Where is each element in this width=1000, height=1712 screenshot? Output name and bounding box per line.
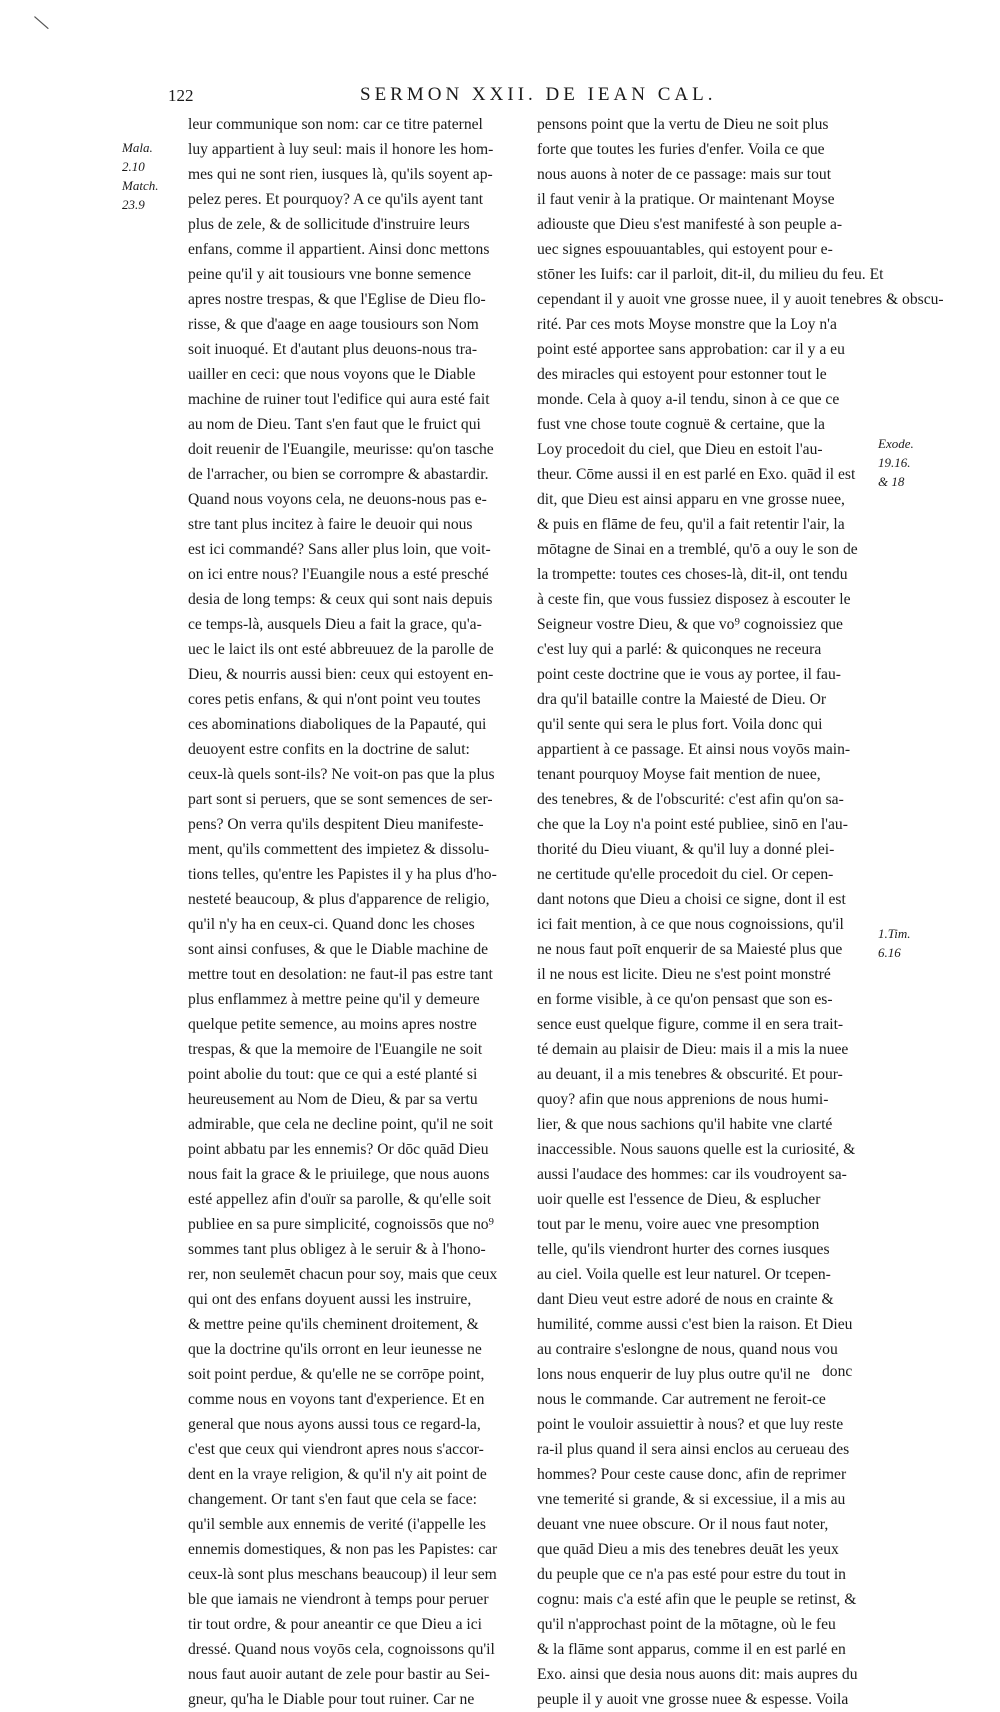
text-line: de l'arracher, ou bien se corrompre & abastardir. — [188, 466, 489, 483]
text-line: luy appartient à luy seul: mais il honore les hom- — [188, 141, 494, 158]
text-line: stōner les Iuifs: car il parloit, dit-il, du milieu du feu. Et — [537, 266, 884, 283]
text-line: la trompette: toutes ces choses-là, dit-il, ont tendu — [537, 566, 848, 583]
left-margin-notes — [122, 138, 158, 214]
text-line: point abbatu par les ennemis? Or dōc quād Dieu — [188, 1141, 489, 1158]
text-line: dant notons que Dieu a choisi ce signe, dont il est — [537, 891, 846, 908]
text-line: ceux-là sont plus meschans beaucoup) il leur sem — [188, 1566, 497, 1583]
text-line: à ceste fin, que vous fussiez disposez à escouter le — [537, 591, 851, 608]
text-line: cognu: mais c'a esté afin que le peuple se retinst, & — [537, 1591, 857, 1608]
text-line: uoir quelle est l'essence de Dieu, & esplucher — [537, 1191, 821, 1208]
text-line: mōtagne de Sinai en a tremblé, qu'ō a ouy le son de — [537, 541, 858, 558]
text-line: ra-il plus quand il sera ainsi enclos au cerueau des — [537, 1441, 850, 1458]
text-line: sommes tant plus obligez à le seruir & à l'hono- — [188, 1241, 486, 1258]
text-line: apres nostre trespas, & que l'Eglise de Dieu flo- — [188, 291, 486, 308]
text-line: cores petis enfans, & qui n'ont point veu toutes — [188, 691, 481, 708]
text-line: il ne nous est licite. Dieu ne s'est point monstré — [537, 966, 831, 983]
text-line: tout par le menu, voire auec vne presomption — [537, 1216, 820, 1233]
text-line: quoy? afin que nous apprenions de nous humi- — [537, 1091, 829, 1108]
text-line: en forme visible, à ce qu'on pensast que son es- — [537, 991, 833, 1008]
text-line: leur communique son nom: car ce titre paternel — [188, 116, 483, 133]
margin-note: Match. — [122, 178, 159, 193]
text-line: au deuant, il a mis tenebres & obscurité. Et pour- — [537, 1066, 843, 1083]
text-line: tir tout ordre, & pour aneantir ce que Dieu a ici — [188, 1616, 483, 1633]
text-line: té demain au plaisir de Dieu: mais il a mis la nuee — [537, 1041, 849, 1058]
text-line: cependant il y auoit vne grosse nuee, il y auoit tenebres & obscu- — [537, 291, 944, 308]
margin-note: 1.Tim. — [878, 926, 911, 941]
text-line: machine de ruiner tout l'edifice qui aura esté fait — [188, 391, 490, 408]
text-line: deuant vne nuee obscure. Or il nous faut noter, — [537, 1516, 829, 1533]
text-line: nesteté beaucoup, & plus d'apparence de religio, — [188, 891, 490, 908]
text-line: & puis en flāme de feu, qu'il a fait retentir l'air, la — [537, 516, 845, 533]
text-line: Seigneur vostre Dieu, & que vo⁹ cognoissiez que — [537, 616, 843, 633]
text-line: plus enflammez à mettre peine qu'il y demeure — [188, 991, 480, 1008]
text-line: telle, qu'ils viendront hurter des cornes iusques — [537, 1241, 830, 1258]
text-line: rer, non seulemēt chacun pour soy, mais que ceux — [188, 1266, 498, 1283]
text-line: dit, que Dieu est ainsi apparu en vne grosse nuee, — [537, 491, 845, 508]
text-line: ce temps-là, ausquels Dieu a fait la grace, qu'a- — [188, 616, 482, 633]
text-line: ennemis domestiques, & non pas les Papistes: car — [188, 1541, 498, 1558]
text-line: qu'il semble aux ennemis de verité (i'appelle les — [188, 1516, 486, 1533]
text-line: dressé. Quand nous voyōs cela, cognoissons qu'il — [188, 1641, 495, 1658]
text-line: part sont si peruers, que se sont semences de ser- — [188, 791, 493, 808]
text-line: du peuple que ce n'a pas esté pour estre du tout in — [537, 1566, 846, 1583]
text-line: risse, & que d'aage en aage tousiours son Nom — [188, 316, 479, 333]
text-line: theur. Cōme aussi il en est parlé en Exo. quād il est — [537, 466, 856, 483]
text-line: enfans, comme il appartient. Ainsi donc mettons — [188, 241, 490, 258]
text-line: nous faut auoir autant de zele pour bastir au Sei- — [188, 1666, 490, 1683]
text-line: publiee en sa pure simplicité, cognoissōs que no⁹ — [188, 1216, 494, 1233]
text-line: humilité, comme aussi c'est bien la raison. Et Dieu — [537, 1316, 853, 1333]
text-line: Quand nous voyons cela, ne deuons-nous pas e- — [188, 491, 487, 508]
text-line: ceux-là quels sont-ils? Ne voit-on pas que la plus — [188, 766, 495, 783]
text-line: dra qu'il bataille contre la Maiesté de Dieu. Or — [537, 691, 827, 708]
text-line: nous auons à noter de ce passage: mais sur tout — [537, 166, 832, 183]
text-line: plus de zele, & de sollicitude d'instruire leurs — [188, 216, 470, 233]
text-line: appartient à ce passage. Et ainsi nous voyōs main- — [537, 741, 851, 758]
text-line: general que nous ayons aussi tous ce regard-la, — [188, 1416, 481, 1433]
text-line: rité. Par ces mots Moyse monstre que la Loy n'a — [537, 316, 837, 333]
text-line: sence eust quelque figure, comme il en sera trait- — [537, 1016, 844, 1033]
text-line: Exo. ainsi que desia nous auons dit: mais aupres du — [537, 1666, 858, 1683]
text-line: des miracles qui estoyent pour estonner tout le — [537, 366, 827, 383]
text-line: au nom de Dieu. Tant s'en faut que le fruict qui — [188, 416, 481, 433]
text-line: thorité du Dieu viuant, & qu'il luy a donné plei- — [537, 841, 835, 858]
text-line: que quād Dieu a mis des tenebres deuāt les yeux — [537, 1541, 839, 1558]
text-line: soit inuoqué. Et d'autant plus deuons-nous tra- — [188, 341, 478, 358]
stray-mark: \ — [30, 8, 52, 37]
catchword: donc — [822, 1363, 853, 1380]
text-line: gneur, qu'ha le Diable pour tout ruiner. Car ne — [188, 1691, 475, 1708]
text-line: pens? On verra qu'ils despitent Dieu manifeste- — [188, 816, 484, 833]
text-line: monde. Cela à quoy a-il tendu, sinon à ce que ce — [537, 391, 840, 408]
text-line: qui ont des enfans doyuent aussi les instruire, — [188, 1291, 472, 1308]
text-line: desia de long temps: & ceux qui sont nais depuis — [188, 591, 493, 608]
text-line: tions telles, qu'entre les Papistes il y ha plus d'ho- — [188, 866, 497, 883]
text-line: Loy procedoit du ciel, que Dieu en estoit l'au- — [537, 441, 823, 458]
margin-note: & 18 — [878, 474, 905, 489]
text-line: che que la Loy n'a point esté publiee, sinō en l'au- — [537, 816, 848, 833]
text-line: changement. Or tant s'en faut que cela se face: — [188, 1491, 477, 1508]
text-line: Dieu, & nourris aussi bien: ceux qui estoyent en- — [188, 666, 494, 683]
text-line: tenant pourquoy Moyse fait mention de nuee, — [537, 766, 821, 783]
text-line: vne temerité si grande, & si excessiue, il a mis au — [537, 1491, 846, 1508]
text-line: peuple il y auoit vne grosse nuee & espesse. Voila — [537, 1691, 849, 1708]
text-line: quelque petite semence, au moins apres nostre — [188, 1016, 477, 1033]
running-head: SERMON XXII. DE IEAN CAL. — [360, 84, 717, 105]
text-line: point esté apportee sans approbation: car il y a eu — [537, 341, 845, 358]
text-line: aussi l'audace des hommes: car ils voudroyent sa- — [537, 1166, 847, 1183]
text-line: esté appellez afin d'ouïr sa parolle, & qu'elle soit — [188, 1191, 492, 1208]
text-line: inaccessible. Nous sauons quelle est la curiosité, & — [537, 1141, 856, 1158]
text-line: pensons point que la vertu de Dieu ne soit plus — [537, 116, 829, 133]
margin-note: 2.10 — [122, 159, 145, 174]
text-line: au ciel. Voila quelle est leur naturel. Or tcepen- — [537, 1266, 831, 1283]
text-line: dant Dieu veut estre adoré de nous en crainte & — [537, 1291, 834, 1308]
text-line: est ici commandé? Sans aller plus loin, que voit- — [188, 541, 491, 558]
text-line: doit reuenir de l'Euangile, meurisse: qu'on tasche — [188, 441, 494, 458]
margin-note: Exode. — [878, 436, 914, 451]
text-line: sont ainsi confuses, & que le Diable machine de — [188, 941, 489, 958]
text-line: lons nous enquerir de luy plus outre qu'il ne — [537, 1366, 811, 1383]
text-line: adiouste que Dieu s'est manifesté à son peuple a- — [537, 216, 843, 233]
text-line: & la flāme sont apparus, comme il en est parlé en — [537, 1641, 846, 1658]
text-line: & mettre peine qu'ils cheminent droitement, & — [188, 1316, 479, 1333]
text-line: point abolie du tout: que ce qui a esté planté si — [188, 1066, 478, 1083]
text-line: lier, & que nous sachions qu'il habite vne clarté — [537, 1116, 833, 1133]
margin-note: 23.9 — [122, 197, 145, 212]
text-line: ne nous faut poīt enquerir de sa Maiesté plus que — [537, 941, 843, 958]
text-line: il faut venir à la pratique. Or maintenant Moyse — [537, 191, 835, 208]
text-line: nous fait la grace & le priuilege, que nous auons — [188, 1166, 490, 1183]
text-line: hommes? Pour ceste cause donc, afin de reprimer — [537, 1466, 847, 1483]
margin-note: 6.16 — [878, 945, 901, 960]
text-line: au contraire s'eslongne de nous, quand nous vou — [537, 1341, 838, 1358]
text-line: uec signes espouuantables, qui estoyent pour e- — [537, 241, 833, 258]
left-text-column — [188, 112, 553, 1712]
text-line: ble que iamais ne viendront à temps pour peruer — [188, 1591, 489, 1608]
text-line: ne certitude qu'elle procedoit du ciel. Or cepen- — [537, 866, 834, 883]
text-line: soit point perdue, & qu'elle ne se corrōpe point, — [188, 1366, 485, 1383]
right-text-column — [537, 112, 944, 1712]
text-line: nous le commande. Car autrement ne feroit-ce — [537, 1391, 826, 1408]
text-line: pelez peres. Et pourquoy? A ce qu'ils ayent tant — [188, 191, 484, 208]
text-line: admirable, que cela ne decline point, qu'il ne soit — [188, 1116, 494, 1133]
text-line: qu'il sente qui sera le plus fort. Voila donc qui — [537, 716, 823, 733]
text-line: deuoyent estre confits en la doctrine de salut: — [188, 741, 470, 758]
text-line: trespas, & que la memoire de l'Euangile ne soit — [188, 1041, 483, 1058]
text-line: forte que toutes les furies d'enfer. Voila ce que — [537, 141, 825, 158]
text-line: qu'il n'y ha en ceux-ci. Quand donc les choses — [188, 916, 475, 933]
text-line: peine qu'il y ait tousiours vne bonne semence — [188, 266, 471, 283]
text-line: comme nous en voyons tant d'experience. Et en — [188, 1391, 485, 1408]
text-line: on ici entre nous? l'Euangile nous a esté presché — [188, 566, 489, 583]
text-line: ment, qu'ils commettent des impietez & dissolu- — [188, 841, 490, 858]
text-line: fust vne chose toute cognuë & certaine, que la — [537, 416, 825, 433]
text-line: des tenebres, & de l'obscurité: c'est afin qu'on sa- — [537, 791, 844, 808]
text-line: ici fait mention, à ce que nous cognoissions, qu'il — [537, 916, 844, 933]
text-line: point ceste doctrine que ie vous ay portee, il fau- — [537, 666, 841, 683]
text-line: stre tant plus incitez à faire le deuoir qui nous — [188, 516, 473, 533]
margin-note: Mala. — [122, 140, 153, 155]
text-line: point le vouloir assuiettir à nous? et que luy reste — [537, 1416, 844, 1433]
text-line: uailler en ceci: que nous voyons que le Diable — [188, 366, 476, 383]
text-line: dent en la vraye religion, & qu'il n'y ait point de — [188, 1466, 487, 1483]
text-line: heureusement au Nom de Dieu, & par sa vertu — [188, 1091, 478, 1108]
text-line: ces abominations diaboliques de la Papauté, qui — [188, 716, 487, 733]
folio-number: 122 — [168, 86, 194, 105]
text-line: mettre tout en desolation: ne faut-il pas estre tant — [188, 966, 493, 983]
text-line: qu'il n'approchast point de la mōtagne, où le feu — [537, 1616, 836, 1633]
margin-note: 19.16. — [878, 455, 911, 470]
text-line: uec le laict ils ont esté abbreuuez de la parolle de — [188, 641, 494, 658]
text-line: c'est que ceux qui viendront apres nous s'accor- — [188, 1441, 484, 1458]
text-line: mes qui ne sont rien, iusques là, qu'ils soyent ap- — [188, 166, 493, 183]
text-line: c'est luy qui a parlé: & quiconques ne receura — [537, 641, 822, 658]
text-line: que la doctrine qu'ils orront en leur ieunesse ne — [188, 1341, 482, 1358]
